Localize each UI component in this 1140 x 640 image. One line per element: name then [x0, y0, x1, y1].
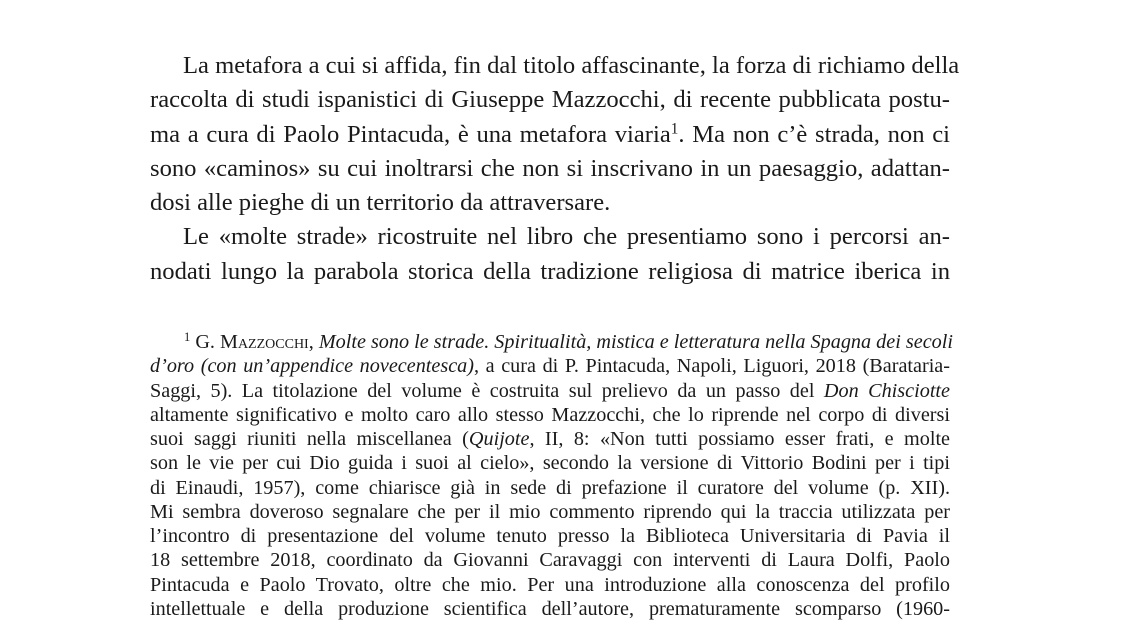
body-line-6: Le «molte strade» ricostruite nel libro che presentiamo sono i percorsi an-	[183, 223, 950, 251]
body-text	[150, 49, 960, 289]
footnote-line-11: Pintacuda e Paolo Trovato, oltre che mio. Per una introduzione alla conoscenza del profilo	[150, 573, 950, 596]
footnote-line-4: altamente significativo e molto caro allo stesso Mazzocchi, che lo riprende nel corpo di diversi	[150, 403, 950, 426]
footnote-line-2	[150, 354, 950, 378]
body-line-5: dosi alle pieghe di un territorio da attraversare.	[150, 189, 611, 217]
body-line-7: nodati lungo la parabola storica della tradizione religiosa di matrice iberica in	[150, 257, 950, 285]
footnote-line-5-b: , II, 8: «Non tutti possiamo esser frati, e molte	[529, 428, 951, 450]
body-line-1: La metafora a cui si affida, fin dal titolo affascinante, la forza di richiamo della	[183, 52, 960, 79]
footnote-line-6: son le vie per cui Dio guida i suoi al cielo», secondo la versione di Vittorio Bodini per i tipi	[150, 452, 950, 475]
footnote-line-5-a: suoi saggi riuniti nella miscellanea (	[150, 428, 469, 450]
footnote-marker: 1	[184, 330, 191, 345]
body-line-2: raccolta di studi ispanistici di Giuseppe Mazzocchi, di recente pubblicata postu-	[150, 86, 950, 114]
footnote-line-8: Mi sembra doveroso segnalare che per il mio commento riprendo qui la traccia utilizzata per	[150, 500, 950, 523]
footnote-line-10: 18 settembre 2018, coordinato da Giovanni Caravaggi con interventi di Laura Dolfi, Paolo	[150, 549, 950, 572]
body-line-3-tail: . Ma non c’è strada, non ci	[678, 120, 950, 148]
footnote-line-12: intellettuale e della produzione scientifica dell’autore, prematuramente scomparso (1960-	[150, 597, 950, 620]
footnote-comma: ,	[308, 331, 319, 353]
author-surname-smallcaps: azzocchi	[237, 331, 309, 353]
footnote-line-5	[150, 427, 950, 451]
book-title-cont: d’oro (con un’appendice novecentesca)	[150, 355, 474, 378]
body-line-4: sono «caminos» su cui inoltrarsi che non si inscrivano in un paesaggio, adattan-	[150, 154, 950, 182]
footnote-line-7: di Einaudi, 1957), come chiarisce già in sede di prefazione il curatore del volume (p. XII).	[150, 476, 950, 499]
footnote-line-3	[150, 379, 950, 403]
footnote-line-9: l’incontro di presentazione del volume tenuto presso la Biblioteca Universitaria di Pavia il	[150, 525, 950, 547]
body-line-3-text: ma a cura di Paolo Pintacuda, è una metafora viaria	[150, 120, 671, 148]
book-title: Molte sono le strade. Spiritualità, mistica e letteratura nella Spagna dei secoli	[318, 331, 953, 353]
footnote-line-1	[150, 330, 953, 354]
quijote-title: Quijote	[468, 428, 530, 450]
footnote-line-2-rest: , a cura di P. Pintacuda, Napoli, Liguori, 2018 (Barataria-	[474, 355, 950, 378]
footnote-line-3-text: Saggi, 5). La titolazione del volume è costruita sul prelievo da un passo del	[150, 379, 824, 402]
don-chisciotte-title: Don Chisciotte	[823, 379, 950, 402]
body-line-3	[150, 118, 950, 152]
footnote-reference[interactable]: 1	[670, 120, 679, 138]
footnote	[150, 330, 953, 621]
author-initial: G. M	[195, 331, 238, 353]
